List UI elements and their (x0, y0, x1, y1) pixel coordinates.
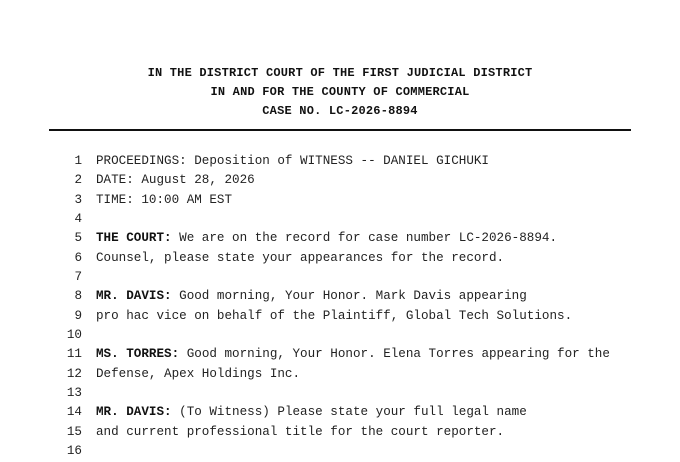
line-text (96, 152, 489, 171)
line-number: 13 (66, 386, 82, 401)
speaker-label: MS. TORRES: (96, 347, 180, 362)
line-text (96, 307, 572, 326)
line-text (96, 229, 557, 248)
line-text (96, 365, 300, 384)
line-content: (To Witness) Please state your full legal name (171, 405, 527, 420)
case-number: CASE NO. LC-2026-8894 (262, 104, 418, 118)
transcript-line (0, 423, 680, 442)
transcript-line (0, 403, 680, 422)
transcript-line (0, 326, 680, 345)
line-content: and current professional title for the court reporter. (96, 424, 505, 439)
speaker-label: THE COURT: (96, 231, 172, 246)
transcript-line (0, 191, 680, 210)
line-number: 4 (74, 212, 82, 227)
court-name: IN THE DISTRICT COURT OF THE FIRST JUDICIAL DISTRICT (147, 66, 533, 80)
speaker-label: MR. DAVIS: (96, 405, 172, 420)
line-number: 9 (74, 308, 82, 323)
line-number: 10 (66, 328, 82, 343)
line-number: 7 (74, 270, 82, 285)
transcript-line (0, 229, 680, 248)
line-content: Counsel, please state your appearances for the record. (96, 250, 505, 265)
line-text (96, 191, 232, 210)
line-number: 5 (74, 231, 82, 246)
line-text (96, 345, 610, 364)
transcript-line (0, 268, 680, 287)
line-content: Good morning, Your Honor. Elena Torres appearing for the (179, 347, 610, 362)
line-text (96, 403, 527, 422)
transcript-line (0, 249, 680, 268)
speaker-label: MR. DAVIS: (96, 289, 172, 304)
line-number: 11 (66, 347, 82, 362)
transcript-line (0, 152, 680, 171)
line-content: pro hac vice on behalf of the Plaintiff, Global Tech Solutions. (96, 308, 573, 323)
county-name: IN AND FOR THE COUNTY OF COMMERCIAL (210, 85, 470, 99)
line-text (96, 423, 504, 442)
line-content: Good morning, Your Honor. Mark Davis appearing (171, 289, 527, 304)
line-number: 1 (74, 154, 82, 168)
line-number: 8 (74, 289, 82, 304)
transcript-line (0, 287, 680, 306)
line-content: DATE: August 28, 2026 (96, 173, 255, 188)
case-caption (0, 64, 680, 121)
line-number: 3 (74, 192, 82, 207)
transcript-line (0, 171, 680, 190)
transcript-line (0, 345, 680, 364)
line-number: 2 (74, 173, 82, 188)
line-number: 12 (66, 366, 82, 381)
transcript-body (0, 152, 680, 462)
line-number: 15 (66, 424, 82, 439)
line-content: We are on the record for case number LC-2026-8894. (171, 231, 558, 246)
line-text (96, 287, 527, 306)
line-number: 16 (66, 444, 82, 459)
transcript-line (0, 365, 680, 384)
line-text (96, 171, 255, 190)
line-content: PROCEEDINGS: Deposition of WITNESS -- DANIEL GICHUKI (96, 154, 489, 168)
line-content: TIME: 10:00 AM EST (96, 192, 233, 207)
caption-divider (49, 129, 631, 131)
line-text (96, 249, 504, 268)
line-number: 14 (66, 405, 82, 420)
transcript-line (0, 307, 680, 326)
transcript-line (0, 384, 680, 403)
line-number: 6 (74, 250, 82, 265)
transcript-line (0, 210, 680, 229)
line-content: Defense, Apex Holdings Inc. (96, 366, 301, 381)
